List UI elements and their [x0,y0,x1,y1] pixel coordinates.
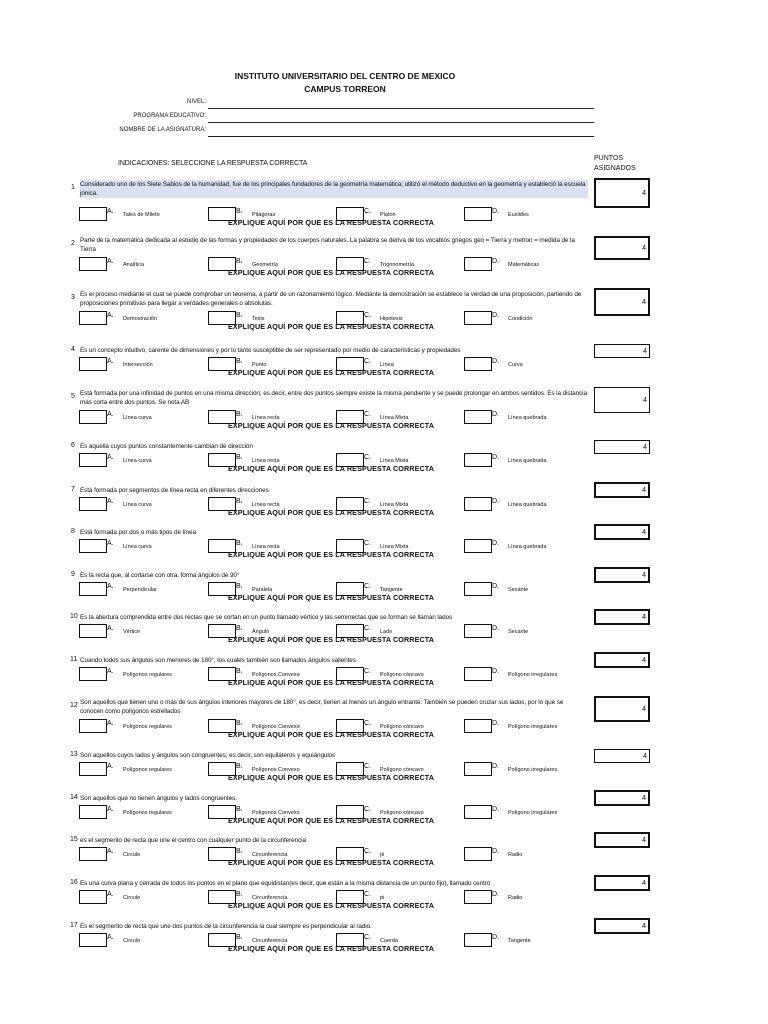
option-letter: B. [236,668,243,675]
answer-box[interactable] [79,257,107,271]
option-text: Línea Mixta [380,415,409,421]
points-box[interactable]: 4 [594,236,650,260]
answer-box[interactable] [464,311,492,325]
institution-title: INSTITUTO UNIVERSITARIO DEL CENTRO DE MEXICO [234,71,456,81]
option-letter: A. [107,208,114,215]
option-letter: C. [364,720,371,727]
option-letter: C. [364,454,371,461]
option-letter: D. [492,806,499,813]
points-box[interactable]: 4 [594,440,650,454]
answer-box[interactable] [464,890,492,904]
points-box[interactable]: 4 [594,790,650,806]
option-text: Circulo [123,938,141,944]
option-text: Pitágoras [252,212,276,218]
question-number: 2 [71,240,75,247]
option-letter: D. [492,668,499,675]
question-text: es el segmento de recta que une el centro con cualquier punto de la circunferencia [80,837,306,844]
question-text: Cuando todos sus ángulos son menores de 180°, los cuales también son llamados ángulos salientes [80,657,356,664]
option-text: Analítica [123,262,145,268]
option-text: Perpendicular [123,587,157,593]
option-text: pi [380,852,385,858]
option-text: Línea [380,362,394,368]
option-letter: B. [236,498,243,505]
option-text: Polígonos regulares [123,724,172,730]
option-letter: D. [492,454,499,461]
option-letter: D. [492,763,499,770]
answer-box[interactable] [79,762,107,776]
option-text: Línea recta [252,415,280,421]
question-text: Es el segmento de recta que une dos puntos de la circunferencia la cual siempre es perpendicular al radio. [80,923,372,930]
option-text: Intersección [123,362,153,368]
answer-box[interactable] [79,582,107,596]
option-letter: B. [236,454,243,461]
answer-box[interactable] [464,539,492,553]
explain-answer-field[interactable]: EXPLIQUE AQUÍ POR QUE ES LA RESPUESTA CORRECTA [228,730,435,739]
option-letter: B. [236,312,243,319]
option-letter: D. [492,848,499,855]
question-number: 4 [71,346,75,353]
programa-field[interactable] [208,122,594,123]
option-text: Línea recta [252,502,280,508]
option-text: Polígono cóncavo [380,767,424,773]
answer-box[interactable] [79,311,107,325]
option-letter: C. [364,312,371,319]
points-box[interactable]: 4 [594,387,650,413]
option-text: Secante [508,587,529,593]
option-text: Polígonos Convexo [252,767,300,773]
question-number: 16 [70,879,78,886]
option-letter: B. [236,848,243,855]
option-letter: C. [364,763,371,770]
option-text: Condición [508,316,533,322]
explain-answer-field[interactable]: EXPLIQUE AQUÍ POR QUE ES LA RESPUESTA CORRECTA [228,944,435,953]
explain-answer-field[interactable]: EXPLIQUE AQUÍ POR QUE ES LA RESPUESTA CORRECTA [228,635,435,644]
option-letter: A. [107,358,114,365]
option-letter: C. [364,848,371,855]
option-letter: D. [492,583,499,590]
explain-answer-field[interactable]: EXPLIQUE AQUÍ POR QUE ES LA RESPUESTA CORRECTA [228,773,435,782]
option-text: Demostración [123,316,157,322]
option-letter: D. [492,934,499,941]
option-letter: C. [364,934,371,941]
option-letter: B. [236,891,243,898]
option-text: Hipotesis [380,316,403,322]
points-box[interactable]: 4 [594,918,650,934]
explain-answer-field[interactable]: EXPLIQUE AQUÍ POR QUE ES LA RESPUESTA CORRECTA [228,550,435,559]
option-text: Trigonometría [380,262,415,268]
question-number: 8 [71,528,75,535]
question-text: Es la recta que, al cortarse con otra, forma ángulos de 90° [80,572,240,579]
question-text: Es el proceso mediante el cual se puede comprobar un teorema, a partir de un razonamiento lógico. Mediante la demostración se establece la verdad de una proposición, partiendo de proposiciones primitivas para llegar a verdades generales o absolutas. [80,291,582,307]
points-header-line2: ASIGNADOS [594,165,636,172]
option-letter: D. [492,358,499,365]
question-text: Es una curva plana y cerrada de todos los puntos en el plano que equidistan(es decir, que están a la misma distancia de un punto fijo), llamado centro [80,880,491,887]
question-text: Parte de la matemática dedicada al estudio de las formas y propiedades de los cuerpos naturales. La palabra se deriva de los vocablos griegos geo = Tierra y metron = medida de la Tierra [80,237,575,253]
option-text: Polígono irregulares [508,810,558,816]
explain-answer-field[interactable]: EXPLIQUE AQUÍ POR QUE ES LA RESPUESTA CORRECTA [228,268,435,277]
option-letter: C. [364,498,371,505]
option-letter: B. [236,583,243,590]
explain-answer-field[interactable]: EXPLIQUE AQUÍ POR QUE ES LA RESPUESTA CORRECTA [228,858,435,867]
explain-answer-field[interactable]: EXPLIQUE AQUÍ POR QUE ES LA RESPUESTA CORRECTA [228,421,435,430]
option-text: Polígonos regulares [123,672,172,678]
option-text: Tesis [252,316,265,322]
option-letter: A. [107,258,114,265]
option-text: Línea Mixta [380,544,409,550]
option-text: Lado [380,629,393,635]
option-letter: B. [236,934,243,941]
option-letter: D. [492,720,499,727]
option-letter: A. [107,934,114,941]
option-text: Polígonos regulares [123,767,172,773]
option-letter: A. [107,668,114,675]
answer-box[interactable] [464,453,492,467]
question-text: Está formada por dos o más tipos de línea [80,529,196,536]
option-letter: A. [107,763,114,770]
explain-answer-field[interactable]: EXPLIQUE AQUÍ POR QUE ES LA RESPUESTA CORRECTA [228,678,435,687]
programa-label: PROGRAMA EDUCATIVO: [133,113,206,119]
question-number: 3 [71,294,75,301]
option-letter: D. [492,312,499,319]
answer-box[interactable] [79,847,107,861]
option-text: Curva [508,362,523,368]
answer-box[interactable] [79,453,107,467]
option-letter: B. [236,763,243,770]
answer-box[interactable] [79,497,107,511]
explain-answer-field[interactable]: EXPLIQUE AQUÍ POR QUE ES LA RESPUESTA CORRECTA [228,368,435,377]
points-box[interactable]: 4 [594,609,650,625]
question-text: Son aquellos que tienen uno o más de sus ángulos interiores mayores de 180°, es decir, tienen al menos un ángulo entrante. También se pueden cruzar sus lados, por lo que se conocen como polígonos estrellados [80,699,564,715]
question-number: 5 [71,393,75,400]
option-letter: C. [364,208,371,215]
question-text: Está formada por segmentos de línea recta en diferentes direcciones [80,487,269,494]
answer-box[interactable] [79,539,107,553]
question-number: 7 [71,486,75,493]
option-letter: D. [492,891,499,898]
answer-box[interactable] [464,762,492,776]
option-text: Secante [508,629,529,635]
asignatura-label: NOMBRE DE LA ASIGNATURA: [119,127,206,133]
option-text: Línea quebrada [508,544,547,550]
answer-box[interactable] [464,207,492,221]
option-text: Vértice [123,629,141,635]
answer-box[interactable] [464,624,492,638]
question-number: 1 [71,184,75,191]
option-text: Línea curva [123,458,152,464]
option-letter: A. [107,454,114,461]
option-letter: B. [236,625,243,632]
option-letter: C. [364,625,371,632]
option-text: Matemáticas [508,262,540,268]
option-text: Polígono irregulares [508,724,558,730]
option-text: Cuerda [380,938,399,944]
answer-box[interactable] [79,357,107,371]
option-text: Línea quebrada [508,502,547,508]
option-letter: A. [107,498,114,505]
explain-answer-field[interactable]: EXPLIQUE AQUÍ POR QUE ES LA RESPUESTA CORRECTA [228,816,435,825]
nivel-label: NIVEL: [186,99,206,105]
points-box[interactable]: 4 [594,567,650,583]
option-letter: C. [364,258,371,265]
option-letter: B. [236,411,243,418]
option-text: Polígono irregulares [508,767,558,773]
question-text: Son aquellos que no tienen ángulos y lados congruentes. [80,795,237,802]
option-text: Circulo [123,852,141,858]
instructions: INDICACIONES: SELECCIONE LA RESPUESTA CORRECTA [118,160,308,167]
question-text: Es un concepto intuitivo, carente de dimensiones y por lo tanto susceptible de ser representado por medio de características y propiedades [80,347,461,354]
option-text: Línea curva [123,502,152,508]
question-number: 10 [70,613,78,620]
option-text: pi [380,895,385,901]
option-text: Ángulo [252,629,270,635]
option-letter: A. [107,848,114,855]
explain-answer-field[interactable]: EXPLIQUE AQUÍ POR QUE ES LA RESPUESTA CORRECTA [228,464,435,473]
answer-box[interactable] [79,890,107,904]
option-text: Línea Mixta [380,502,409,508]
option-text: Polígonos Convexo [252,724,300,730]
nivel-field[interactable] [208,108,594,109]
option-letter: A. [107,625,114,632]
explain-answer-field[interactable]: EXPLIQUE AQUÍ POR QUE ES LA RESPUESTA CORRECTA [228,593,435,602]
option-letter: B. [236,358,243,365]
points-box[interactable]: 4 [594,482,650,498]
option-letter: C. [364,891,371,898]
option-text: Polígonos Convexo [252,672,300,678]
question-text: Son aquellos cuyos lados y ángulos son congruentes; es decir, son equiláteros y equiángulos [80,752,336,759]
option-text: Polígono irregulares [508,672,558,678]
answer-box[interactable] [79,719,107,733]
answer-box[interactable] [79,805,107,819]
option-text: Polígono cóncavo [380,810,424,816]
option-text: Circulo [123,895,141,901]
points-box[interactable]: 4 [594,178,650,208]
option-text: Paralela [252,587,273,593]
option-letter: A. [107,891,114,898]
option-letter: D. [492,625,499,632]
answer-box[interactable] [464,719,492,733]
option-text: Polígono cóncavo [380,724,424,730]
answer-box[interactable] [464,805,492,819]
explain-answer-field[interactable]: EXPLIQUE AQUÍ POR QUE ES LA RESPUESTA CORRECTA [228,901,435,910]
answer-box[interactable] [464,410,492,424]
option-text: Circunferencia [252,852,288,858]
option-text: Tales de Mileto [123,212,160,218]
question-number: 6 [71,442,75,449]
question-text: Es la abertura comprendida entre dos rectas que se cortan en un punto llamado vértice y las semirrectas que se forman se llaman lados [80,614,453,621]
option-letter: D. [492,208,499,215]
answer-box[interactable] [464,257,492,271]
option-text: Línea recta [252,458,280,464]
option-text: Euclides [508,212,529,218]
answer-box[interactable] [464,667,492,681]
question-text: Es aquella cuyos puntos constantemente cambian de dirección [80,443,253,450]
option-letter: D. [492,498,499,505]
question-number: 9 [71,571,75,578]
points-box[interactable]: 4 [594,652,650,668]
option-letter: D. [492,540,499,547]
asignatura-field[interactable] [208,136,594,137]
option-text: Circunferencia [252,895,288,901]
answer-box[interactable] [79,207,107,221]
explain-answer-field[interactable]: EXPLIQUE AQUÍ POR QUE ES LA RESPUESTA CORRECTA [228,218,435,227]
option-text: Punto [252,362,267,368]
option-letter: A. [107,720,114,727]
answer-box[interactable] [79,624,107,638]
option-text: Línea quebrada [508,458,547,464]
answer-box[interactable] [464,497,492,511]
question-number: 15 [70,836,78,843]
option-letter: D. [492,411,499,418]
option-letter: C. [364,358,371,365]
option-text: Línea curva [123,415,152,421]
answer-box[interactable] [79,410,107,424]
option-text: Polígonos regulares [123,810,172,816]
option-text: Línea recta [252,544,280,550]
points-box[interactable]: 4 [594,696,650,722]
points-box[interactable]: 4 [594,524,650,540]
option-letter: A. [107,411,114,418]
explain-answer-field[interactable]: EXPLIQUE AQUÍ POR QUE ES LA RESPUESTA CORRECTA [228,508,435,517]
question-text: Está formada por una infinidad de puntos en una misma dirección; es decir, entre dos puntos siempre existe la misma pendiente y se puede prolongar en ambos sentidos. Es la distancia más corta entre dos puntos. Se nota AB [80,390,587,406]
points-box[interactable]: 4 [594,832,650,848]
option-text: Tangente [380,587,403,593]
option-letter: B. [236,208,243,215]
option-text: Geometría [252,262,278,268]
option-letter: D. [492,258,499,265]
option-text: Línea curva [123,544,152,550]
option-text: Radio [508,895,523,901]
option-text: Línea Mixta [380,458,409,464]
points-box[interactable]: 4 [594,344,650,358]
points-header-line1: PUNTOS [594,155,624,162]
option-letter: C. [364,806,371,813]
points-box[interactable]: 4 [594,875,650,891]
question-number: 17 [70,922,78,929]
explain-answer-field[interactable]: EXPLIQUE AQUÍ POR QUE ES LA RESPUESTA CORRECTA [228,322,435,331]
option-text: Radio [508,852,523,858]
points-box[interactable]: 4 [594,288,650,316]
option-letter: A. [107,583,114,590]
option-letter: B. [236,540,243,547]
question-number: 12 [70,702,78,709]
answer-box[interactable] [464,933,492,947]
option-text: Platón [380,212,396,218]
option-text: Circunferencia [252,938,288,944]
option-text: Tangente [508,938,531,944]
option-text: Línea quebrada [508,415,547,421]
option-text: Polígonos Convexo [252,810,300,816]
answer-box[interactable] [79,933,107,947]
points-header [594,154,636,174]
answer-box[interactable] [464,357,492,371]
question-number: 11 [70,656,78,663]
option-letter: B. [236,258,243,265]
option-letter: A. [107,312,114,319]
option-text: Polígono cóncavo [380,672,424,678]
answer-box[interactable] [79,667,107,681]
option-letter: A. [107,806,114,813]
answer-box[interactable] [464,847,492,861]
option-letter: C. [364,668,371,675]
question-number: 13 [70,751,78,758]
question-text: Considerado uno de los Siete Sabios de la humanidad, fue de los principales fundadores de la geometría matemática; utilizó el método deductivo en la geometría y estableció la escuela jónica. [80,180,588,198]
option-letter: B. [236,720,243,727]
campus-title: CAMPUS TORREON [304,84,386,94]
option-letter: C. [364,411,371,418]
answer-box[interactable] [464,582,492,596]
option-letter: A. [107,540,114,547]
option-letter: C. [364,540,371,547]
option-letter: B. [236,806,243,813]
points-box[interactable]: 4 [594,749,650,763]
question-number: 14 [70,794,78,801]
option-letter: C. [364,583,371,590]
